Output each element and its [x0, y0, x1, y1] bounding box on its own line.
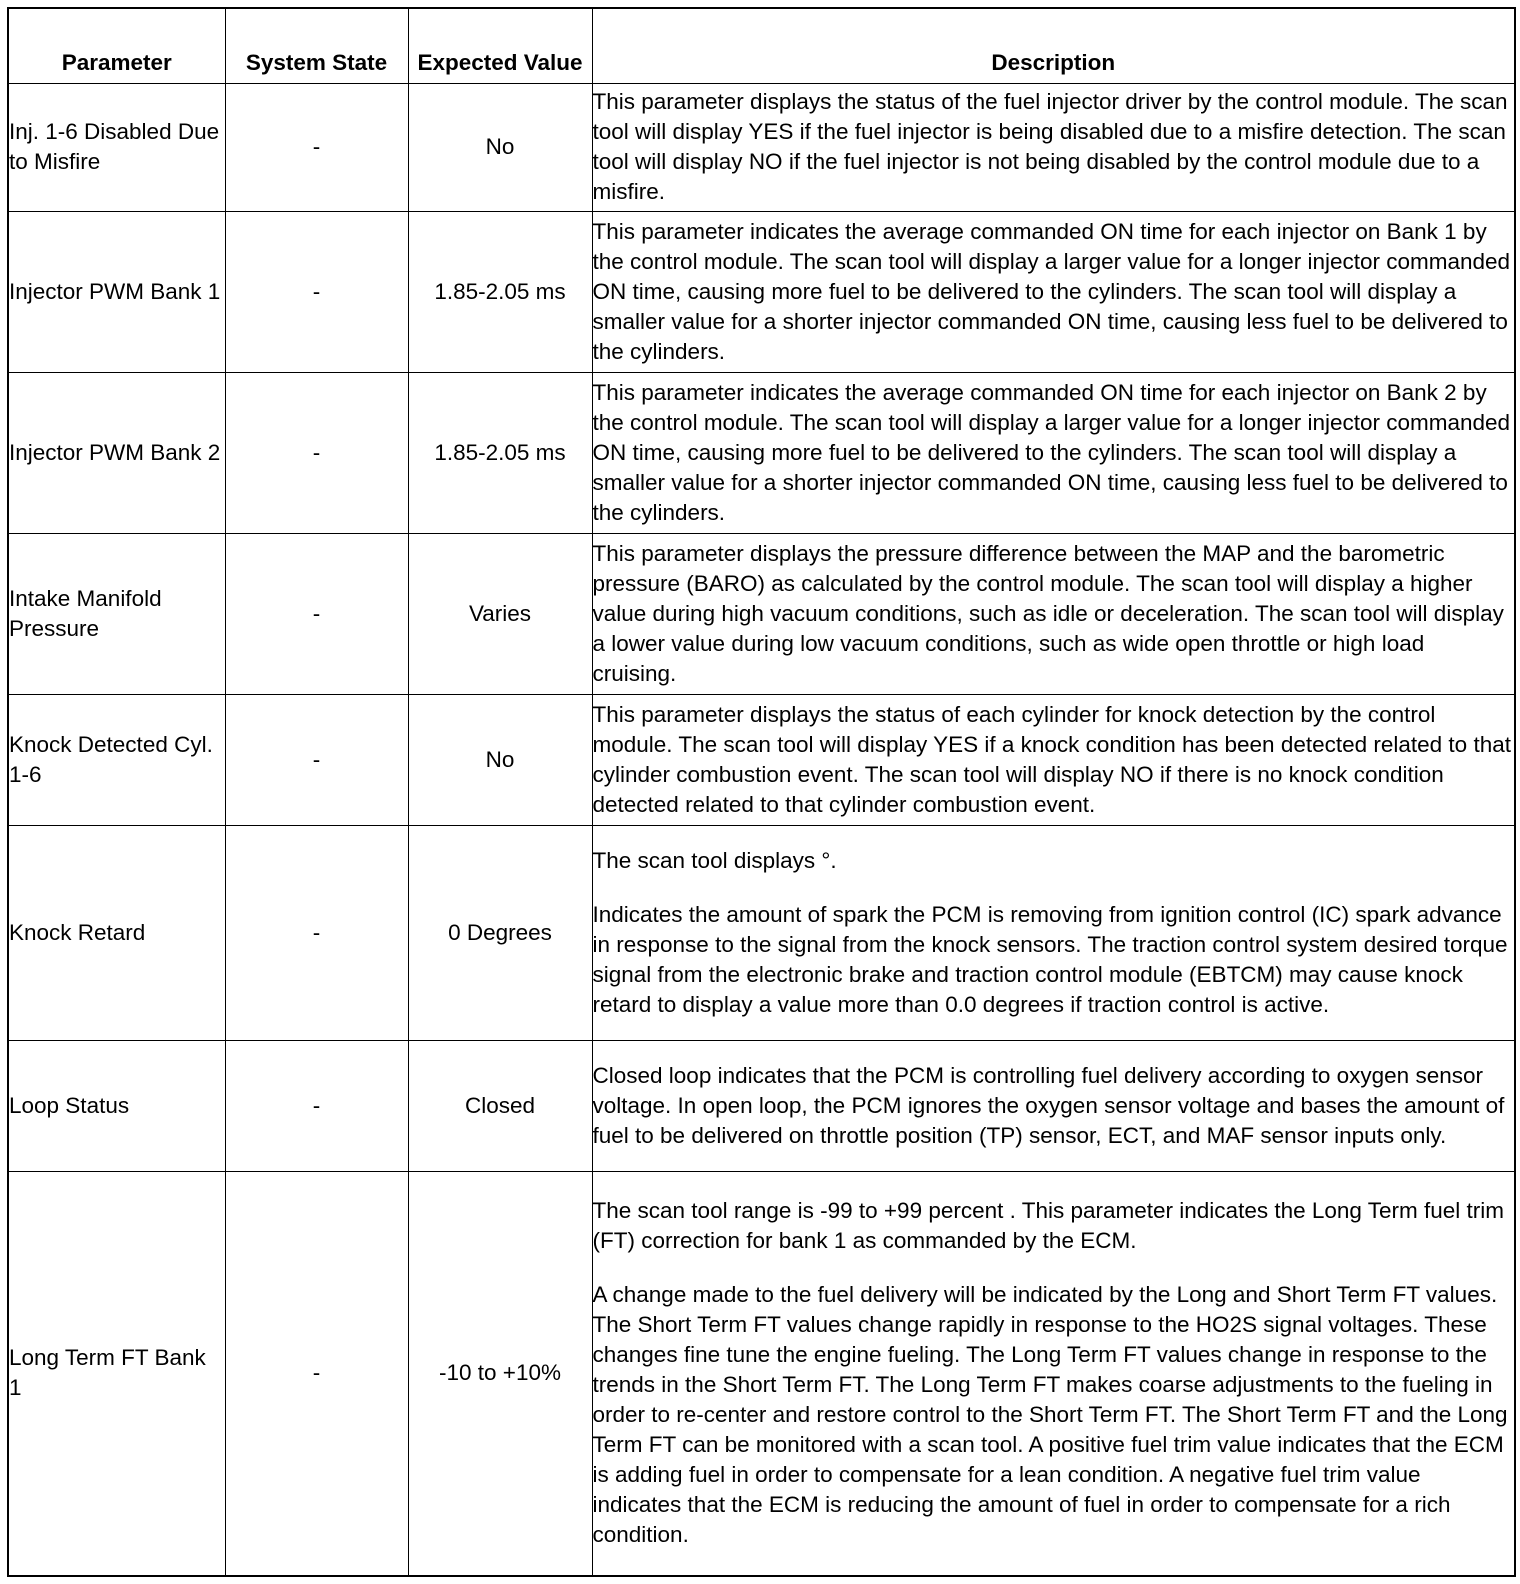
- cell-expected-value: -10 to +10%: [408, 1171, 592, 1576]
- cell-system-state: -: [225, 1171, 408, 1576]
- description-text: The scan tool range is -99 to +99 percent . This parameter indicates the Long Term fuel trim (FT) correction for bank 1 as commanded by the ECM.: [592, 1198, 1505, 1254]
- header-row: [8, 8, 1515, 83]
- cell-description: [592, 211, 1515, 372]
- cell-parameter: Long Term FT Bank 1: [8, 1171, 225, 1576]
- cell-description: [592, 1171, 1515, 1576]
- cell-parameter: Injector PWM Bank 2: [8, 372, 225, 533]
- cell-expected-value: 1.85-2.05 ms: [408, 372, 592, 533]
- table-row: [8, 1171, 1515, 1576]
- description-text: This parameter displays the status of each cylinder for knock detection by the control module. The scan tool will display YES if a knock condition has been detected related to that cylinder combustion event. The scan tool will display NO if there is no knock condition detected related to that cylinder combustion event.: [592, 701, 1511, 817]
- table-row: [8, 825, 1515, 1040]
- description-text: This parameter indicates the average commanded ON time for each injector on Bank 2 by the control module. The scan tool will display a larger value for a longer injector commanded ON time, causing more fuel to be delivered to the cylinders. The scan tool will display a smaller value for a shorter injector commanded ON time, causing less fuel to be delivered to the cylinders.: [592, 379, 1511, 525]
- description-text: Indicates the amount of spark the PCM is removing from ignition control (IC) spark advance in response to the signal from the knock sensors. The traction control system desired torque signal from the electronic brake and traction control module (EBTCM) may cause knock retard to display a value more than 0.0 degrees if traction control is active.: [592, 901, 1508, 1017]
- description-text: This parameter displays the pressure difference between the MAP and the barometric pressure (BARO) as calculated by the control module. The scan tool will display a higher value during high vacuum conditions, such as idle or deceleration. The scan tool will display a lower value during low vacuum conditions, such as wide open throttle or high load cruising.: [592, 540, 1504, 686]
- table-row: [8, 1040, 1515, 1171]
- cell-system-state: -: [225, 533, 408, 694]
- document-page: [7, 7, 1514, 1577]
- cell-description: [592, 694, 1515, 825]
- cell-expected-value: No: [408, 694, 592, 825]
- description-text: This parameter indicates the average commanded ON time for each injector on Bank 1 by the control module. The scan tool will display a larger value for a longer injector commanded ON time, causing more fuel to be delivered to the cylinders. The scan tool will display a smaller value for a shorter injector commanded ON time, causing less fuel to be delivered to the cylinders.: [592, 218, 1511, 364]
- cell-system-state: -: [225, 825, 408, 1040]
- table-row: [8, 533, 1515, 694]
- header-expected-value: Expected Value: [408, 8, 592, 83]
- cell-system-state: -: [225, 83, 408, 211]
- table-row: [8, 211, 1515, 372]
- cell-expected-value: Closed: [408, 1040, 592, 1171]
- cell-system-state: -: [225, 1040, 408, 1171]
- cell-expected-value: 1.85-2.05 ms: [408, 211, 592, 372]
- cell-description: [592, 372, 1515, 533]
- cell-description: [592, 1040, 1515, 1171]
- cell-description: [592, 83, 1515, 211]
- header-system-state: System State: [225, 8, 408, 83]
- header-parameter: Parameter: [8, 8, 225, 83]
- cell-description: [592, 533, 1515, 694]
- cell-parameter: Loop Status: [8, 1040, 225, 1171]
- cell-expected-value: Varies: [408, 533, 592, 694]
- description-text: A change made to the fuel delivery will be indicated by the Long and Short Term FT values. The Short Term FT values change rapidly in response to the HO2S signal voltages. These changes fine tune the engine fueling. The Long Term FT values change in response to the trends in the Short Term FT. The Long Term FT makes coarse adjustments to the fueling in order to re-center and restore control to the Short Term FT. The Short Term FT and the Long Term FT can be monitored with a scan tool. A positive fuel trim value indicates that the ECM is adding fuel in order to compensate for a lean condition. A negative fuel trim value indicates that the ECM is reducing the amount of fuel in order to compensate for a rich condition.: [592, 1282, 1508, 1548]
- cell-system-state: -: [225, 372, 408, 533]
- cell-parameter: Inj. 1-6 Disabled Due to Misfire: [8, 83, 225, 211]
- cell-expected-value: 0 Degrees: [408, 825, 592, 1040]
- table-row: [8, 83, 1515, 211]
- table-row: [8, 694, 1515, 825]
- cell-parameter: Injector PWM Bank 1: [8, 211, 225, 372]
- table-row: [8, 372, 1515, 533]
- cell-parameter: Knock Detected Cyl. 1-6: [8, 694, 225, 825]
- cell-system-state: -: [225, 211, 408, 372]
- cell-parameter: Intake Manifold Pressure: [8, 533, 225, 694]
- parameter-table: [7, 7, 1516, 1577]
- cell-system-state: -: [225, 694, 408, 825]
- description-text: Closed loop indicates that the PCM is controlling fuel delivery according to oxygen sensor voltage. In open loop, the PCM ignores the oxygen sensor voltage and bases the amount of fuel to be delivered on throttle position (TP) sensor, ECT, and MAF sensor inputs only.: [592, 1062, 1505, 1148]
- cell-parameter: Knock Retard: [8, 825, 225, 1040]
- header-description: Description: [592, 8, 1515, 83]
- description-text: The scan tool displays °.: [592, 847, 837, 873]
- cell-description: [592, 825, 1515, 1040]
- description-text: This parameter displays the status of the fuel injector driver by the control module. The scan tool will display YES if the fuel injector is being disabled due to a misfire detection. The scan tool will display NO if the fuel injector is not being disabled by the control module due to a misfire.: [592, 89, 1508, 204]
- cell-expected-value: No: [408, 83, 592, 211]
